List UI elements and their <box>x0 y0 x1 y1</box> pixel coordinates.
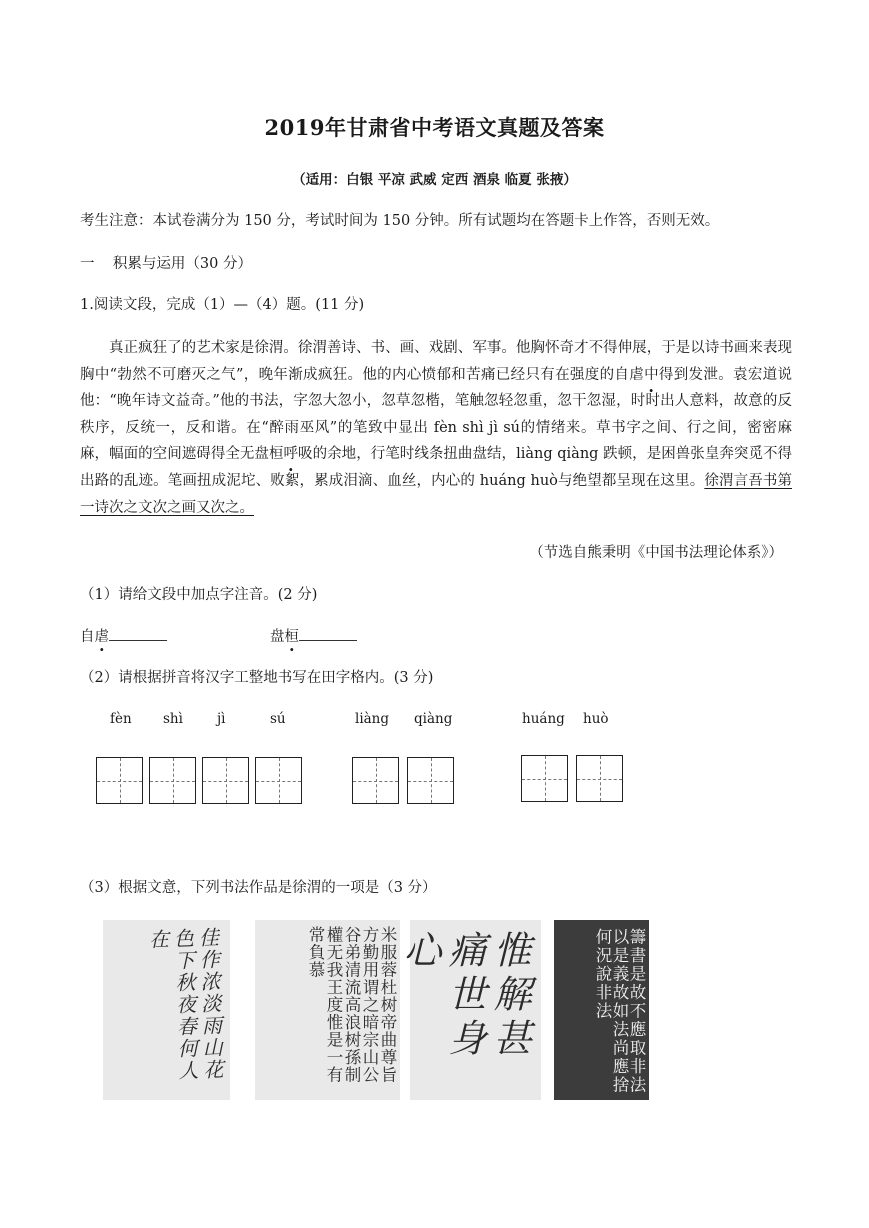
tianzige-box-5[interactable] <box>352 757 399 804</box>
exam-notice: 考生注意：本试卷满分为 150 分，考试时间为 150 分钟。所有试题均在答题卡上作答，否则无效。 <box>80 213 720 229</box>
section-heading: 一 积累与运用（30 分） <box>80 256 252 272</box>
pinyin-su: sú <box>270 711 286 727</box>
calligraphy-text-b: 米服蓉杜树帝曲尊旨方勤用谓之暗宗山公谷弟清流高浪树孫制權无我王度惟是一有常負慕 <box>306 926 397 1084</box>
applicable-regions: （适用：白银 平凉 武威 定西 酒泉 临夏 张掖） <box>292 172 577 188</box>
calligraphy-work-c[interactable] <box>397 920 541 1100</box>
calligraphy-text-c: 惟解甚痛世身心 <box>397 930 531 1062</box>
sub-question-3: （3）根据文意，下列书法作品是徐渭的一项是（3 分） <box>80 880 437 896</box>
pinyin-huang: huáng <box>522 711 565 727</box>
answer-blank-2[interactable] <box>299 626 357 641</box>
dotted-char-huan: 桓 <box>268 446 284 463</box>
tianzige-box-7[interactable] <box>521 755 568 802</box>
pinyin-fen: fèn <box>110 711 132 727</box>
calligraphy-work-a[interactable] <box>103 920 230 1100</box>
pinyin-liang: liàng <box>355 711 390 727</box>
answer-blank-1[interactable] <box>109 626 167 641</box>
page-title: 2019年甘肃省中考语文真题及答案 <box>264 115 605 140</box>
answer-item-nue: 自虐 <box>80 626 167 647</box>
sub-question-1: （1）请给文段中加点字注音。(2 分) <box>80 587 318 603</box>
calligraphy-text-a: 佳作浓淡雨山花色下秋夜春何人在 <box>145 926 225 1083</box>
calligraphy-work-d[interactable] <box>554 920 649 1100</box>
tianzige-box-8[interactable] <box>576 755 623 802</box>
pinyin-shi: shì <box>163 711 183 727</box>
tianzige-box-4[interactable] <box>255 757 302 804</box>
underlined-sentence: 徐渭言吾书第一诗次之文次之画又次之。 <box>80 472 792 516</box>
passage-part-1: 真正疯狂了的艺术家是徐渭。徐渭善诗、书、画、戏剧、军事。他胸怀奇才不得伸展，于是以诗书画来表现胸中“勃然不可磨灭之气”，晚年渐成疯狂。他的内心愤郁和苦痛已经只有在强度的自 <box>80 340 792 383</box>
pinyin-ji: jì <box>217 711 226 727</box>
dotted-char-nue: 虐 <box>629 366 645 383</box>
pinyin-huo: huò <box>583 711 609 727</box>
question-1-stem: 1.阅读文段，完成（1）—（4）题。(11 分) <box>80 297 365 313</box>
dotted-char: 桓 <box>284 629 299 645</box>
answer-item-huan: 盘桓 <box>270 626 357 647</box>
tianzige-box-3[interactable] <box>202 757 249 804</box>
passage-part-2: 中得到发泄。袁宏道说他：“晚年诗文益奇。”他的书法，字忽大忽小，忽草忽楷，笔触忽轻忽重，忽干忽湿，时时出人意料，故意的反秩序，反统一，反和谐。在“醉雨巫风”的笔致中显出 fèn shì jì sú的情绪来。草书字之间、行之间，密密麻麻，幅面的空间遮碍得全无盘 <box>80 366 793 463</box>
reading-passage <box>80 335 792 521</box>
dotted-char: 虐 <box>94 629 109 645</box>
calligraphy-work-b[interactable] <box>255 920 400 1100</box>
passage-source: （节选自熊秉明《中国书法理论体系》） <box>529 545 783 561</box>
sub-question-2: （2）请根据拼音将汉字工整地书写在田字格内。(3 分) <box>80 670 434 686</box>
tianzige-box-1[interactable] <box>96 757 143 804</box>
pinyin-qiang: qiàng <box>414 711 453 727</box>
calligraphy-text-d: 籌書是故不應取非法以是義故如法尚應捨何況說非法 <box>593 928 646 1095</box>
tianzige-box-6[interactable] <box>407 757 454 804</box>
tianzige-box-2[interactable] <box>149 757 196 804</box>
passage-part-3: 呼吸的余地，行笔时线条扭曲盘结，liàng qiàng 跌顿，是困兽张皇奔突觅不得出路的乱迹。笔画扭成泥坨、败絮，累成泪滴、血丝，内心的 huáng huò与绝望都呈现在这里。 <box>80 446 793 489</box>
